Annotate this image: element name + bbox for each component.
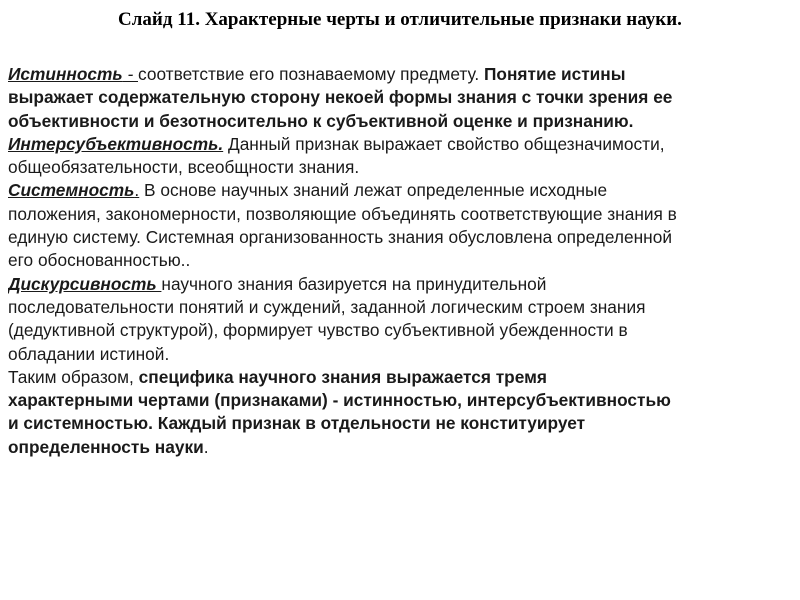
term-intersubjectivity: Интерсубъективность.	[8, 133, 224, 154]
conclusion-line-4	[8, 436, 794, 459]
slide-body	[8, 63, 794, 459]
discursivity-text: научного знания базируется на принудительной	[161, 273, 547, 294]
systematicity-text: В основе научных знаний лежат определенные исходные	[139, 180, 608, 201]
term-systematicity: Системность	[8, 180, 135, 201]
slide-title: Слайд 11. Характерные черты и отличительные признаки науки.	[118, 9, 682, 30]
systematicity-line-1	[8, 179, 794, 202]
discursivity-line-3: (дедуктивной структурой), формирует чувство субъективной убежденности в	[8, 320, 628, 341]
truth-bold: Понятие истины	[483, 64, 626, 84]
conclusion-bold: специфика научного знания выражается тремя	[138, 366, 547, 387]
term-discursivity: Дискурсивность	[8, 273, 162, 294]
truth-line-1	[8, 63, 794, 86]
systematicity-line-2: положения, закономерности, позволяющие объединять соответствующие знания в	[8, 203, 677, 224]
intersubjectivity-text: Данный признак выражает свойство общезначимости,	[223, 133, 665, 154]
systematicity-line-4: его обоснованностью..	[8, 250, 191, 271]
conclusion-end-dot: .	[203, 436, 209, 457]
conclusion-end-bold: определенность науки	[8, 436, 204, 457]
systematicity-line-3: единую систему. Системная организованность знания обусловлена определенной	[8, 227, 672, 248]
truth-text: соответствие его познаваемому предмету.	[138, 64, 484, 84]
truth-line-3: объективности и безотносительно к субъективной оценке и признанию.	[8, 110, 634, 131]
discursivity-line-4: обладании истиной.	[8, 343, 170, 364]
intersubjectivity-line-1	[8, 133, 794, 156]
intersubjectivity-line-2: общеобязательности, всеобщности знания.	[8, 157, 360, 178]
conclusion-line-3: и системностью. Каждый признак в отдельности не конституирует	[8, 413, 586, 434]
term-truth: Истинность	[8, 64, 123, 84]
conclusion-text: Таким образом,	[8, 366, 139, 387]
conclusion-line-2: характерными чертами (признаками) - истинностью, интерсубъективностью	[8, 390, 671, 411]
discursivity-line-2: последовательности понятий и суждений, заданной логическим строем знания	[8, 296, 646, 317]
truth-dash: -	[122, 64, 138, 84]
conclusion-line-1	[8, 366, 794, 389]
truth-line-2: выражает содержательную сторону некоей формы знания с точки зрения ее	[8, 87, 673, 108]
discursivity-line-1	[8, 273, 794, 296]
systematicity-dot: .	[134, 180, 140, 201]
